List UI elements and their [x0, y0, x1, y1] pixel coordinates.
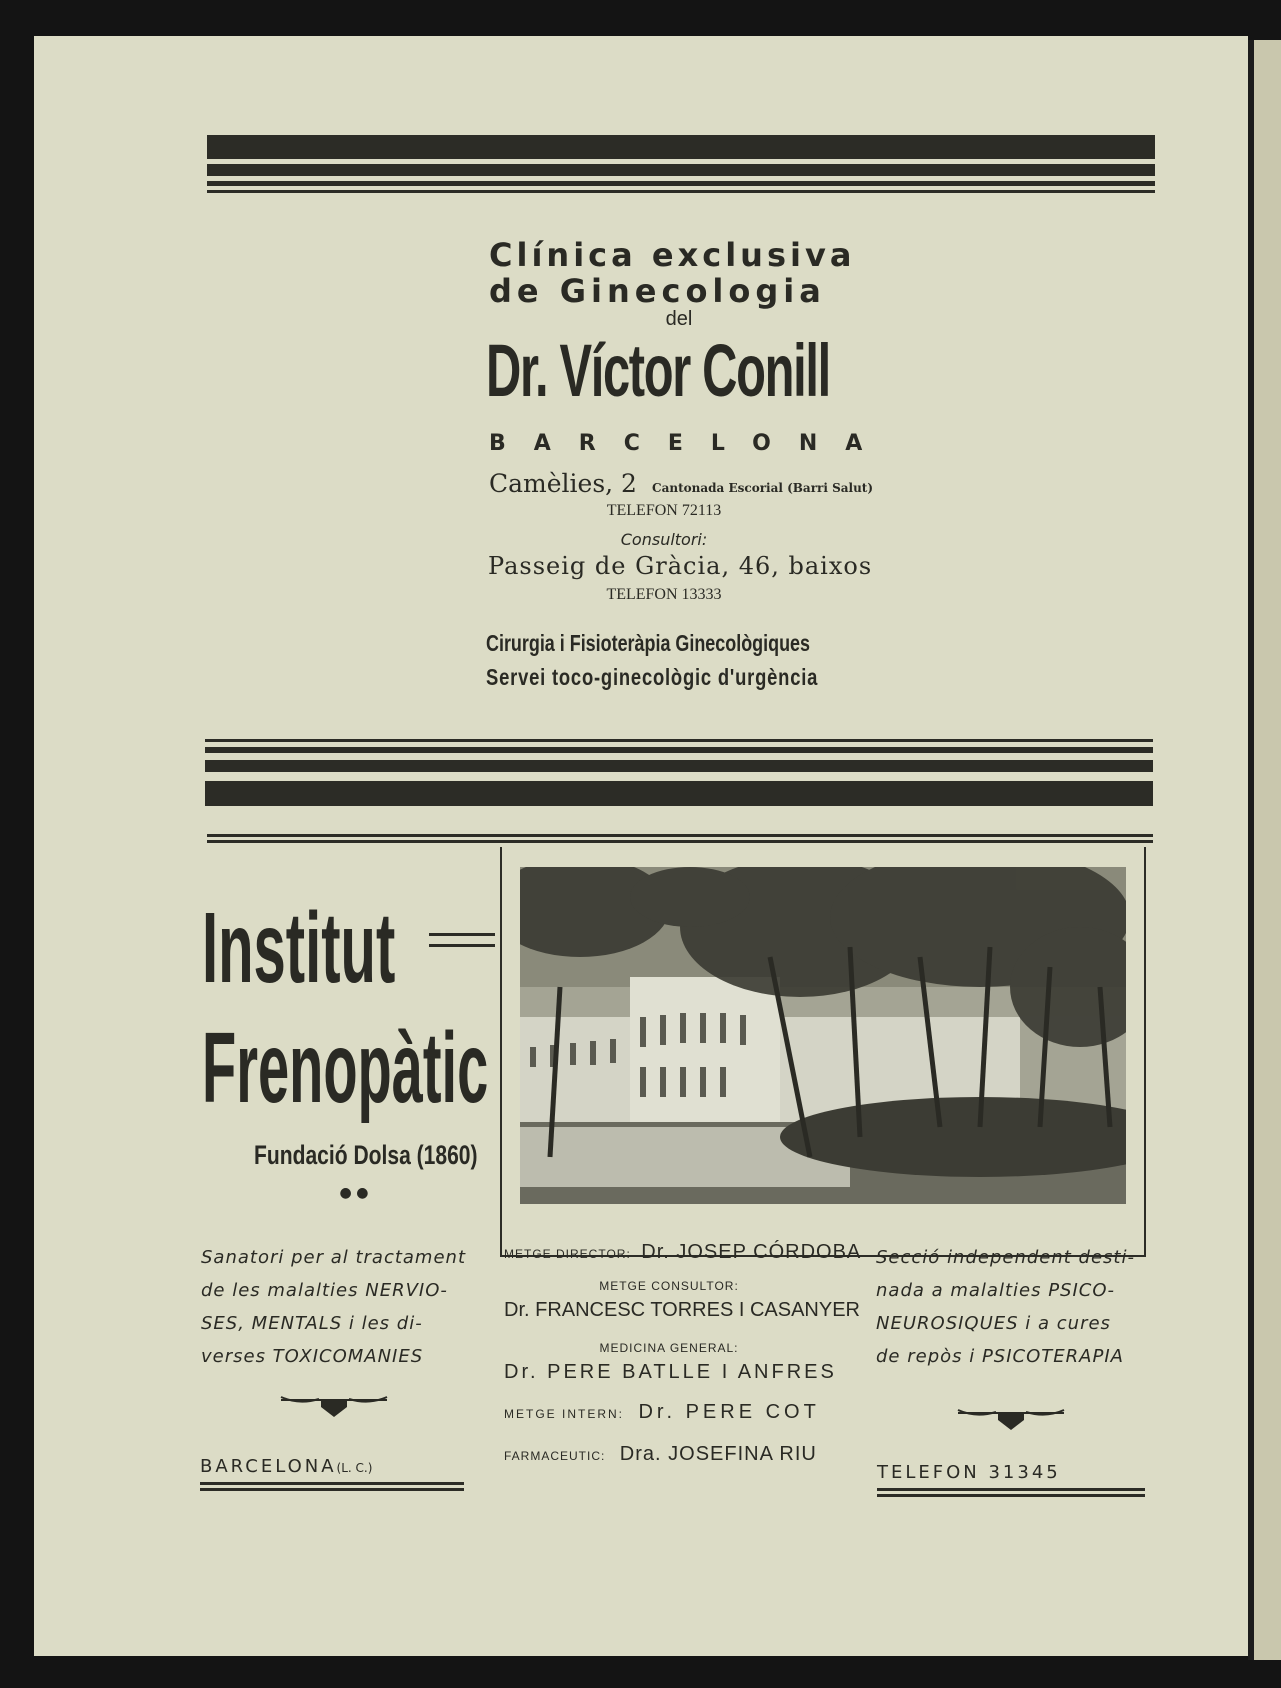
frame-left-line — [500, 847, 502, 1257]
director-label: METGE DIRECTOR: — [504, 1247, 631, 1261]
left-city-suffix: (L. C.) — [336, 1461, 373, 1475]
right-ornament-icon — [956, 1406, 1066, 1432]
right-bottom-rule-1 — [877, 1488, 1145, 1491]
clinic-phone2: TELEFON 13333 — [606, 586, 722, 603]
clinic-heading-line2: de Ginecologia — [489, 272, 826, 310]
right-line-1: Secció independent desti- — [876, 1247, 1135, 1268]
institut-foundation: Fundació Dolsa (1860) — [254, 1140, 478, 1170]
consultor-name: Dr. FRANCESC TORRES I CASANYER — [504, 1299, 860, 1321]
right-line-2: nada a malalties PSICO- — [876, 1280, 1116, 1301]
staff-director-row — [504, 1241, 862, 1269]
service-line1: Cirurgia i Fisioteràpia Ginecològiques — [486, 630, 810, 656]
title-dash-1 — [429, 933, 495, 936]
intern-label: METGE INTERN: — [504, 1407, 625, 1421]
left-city-line — [200, 1456, 500, 1477]
consultor-label: METGE CONSULTOR: — [599, 1279, 739, 1293]
director-name: Dr. JOSEP CÓRDOBA — [641, 1241, 862, 1263]
institut-title2: Frenopàtic — [202, 1012, 489, 1124]
left-description — [201, 1241, 471, 1373]
right-line-4: de repòs i PSICOTERAPIA — [876, 1346, 1124, 1367]
pharma-name: Dra. JOSEFINA RIU — [619, 1443, 817, 1465]
clinic-city: BARCELONA — [489, 431, 891, 456]
left-bottom-rule-2 — [200, 1488, 464, 1491]
staff-intern-row — [504, 1401, 834, 1443]
doctor-name-box — [486, 328, 886, 418]
institut-title1: Institut — [202, 892, 396, 1004]
pharma-label: FARMACEUTIC: — [504, 1449, 606, 1463]
clinic-address: Camèlies, 2 — [489, 469, 637, 498]
clinic-phone1: TELEFON 72113 — [606, 502, 722, 519]
doctor-name: Dr. Víctor Conill — [486, 329, 830, 412]
intern-name: Dr. PERE COT — [638, 1401, 820, 1423]
right-phone: TELEFON 31345 — [877, 1462, 1061, 1483]
decorative-dots: ● ● — [339, 1185, 369, 1201]
institut-title2-box — [202, 1011, 512, 1124]
clinic-del: del — [665, 308, 693, 330]
left-line-2: de les malalties NERVIO- — [201, 1280, 448, 1301]
staff-list — [504, 1241, 862, 1466]
staff-pharma-row — [504, 1443, 834, 1466]
left-city: BARCELONA — [200, 1456, 337, 1477]
foundation-box — [254, 1140, 504, 1174]
service-line2-box — [486, 664, 986, 694]
general-label: MEDICINA GENERAL: — [599, 1341, 739, 1355]
clinic-address-line — [489, 469, 889, 498]
left-line-3: SES, MENTALS i les di- — [201, 1313, 423, 1334]
frame-right-line — [1144, 847, 1146, 1257]
left-line-4: verses TOXICOMANIES — [201, 1346, 424, 1367]
title-dash-2 — [429, 944, 495, 947]
left-bottom-rule-1 — [200, 1482, 464, 1485]
consultori-address: Passeig de Gràcia, 46, baixos — [488, 552, 873, 580]
clinic-address-note: Cantonada Escorial (Barri Salut) — [652, 481, 874, 495]
left-ornament-icon — [279, 1393, 389, 1419]
right-bottom-rule-2 — [877, 1494, 1145, 1497]
building-illustration — [520, 867, 1126, 1204]
clinic-heading-line1: Clínica exclusiva — [489, 236, 856, 274]
left-line-1: Sanatori per al tractament — [201, 1247, 467, 1268]
consultori-label: Consultori: — [620, 530, 708, 549]
service-line2: Servei toco-ginecològic d'urgència — [486, 664, 819, 690]
service-line1-box — [486, 630, 986, 660]
general-name: Dr. PERE BATLLE I ANFRES — [504, 1361, 837, 1383]
right-line-3: NEUROSIQUES i a cures — [876, 1313, 1111, 1334]
institut-building-photo — [520, 867, 1126, 1204]
right-description — [876, 1241, 1151, 1373]
page-gutter — [1248, 40, 1254, 1660]
scanned-page — [34, 36, 1248, 1656]
